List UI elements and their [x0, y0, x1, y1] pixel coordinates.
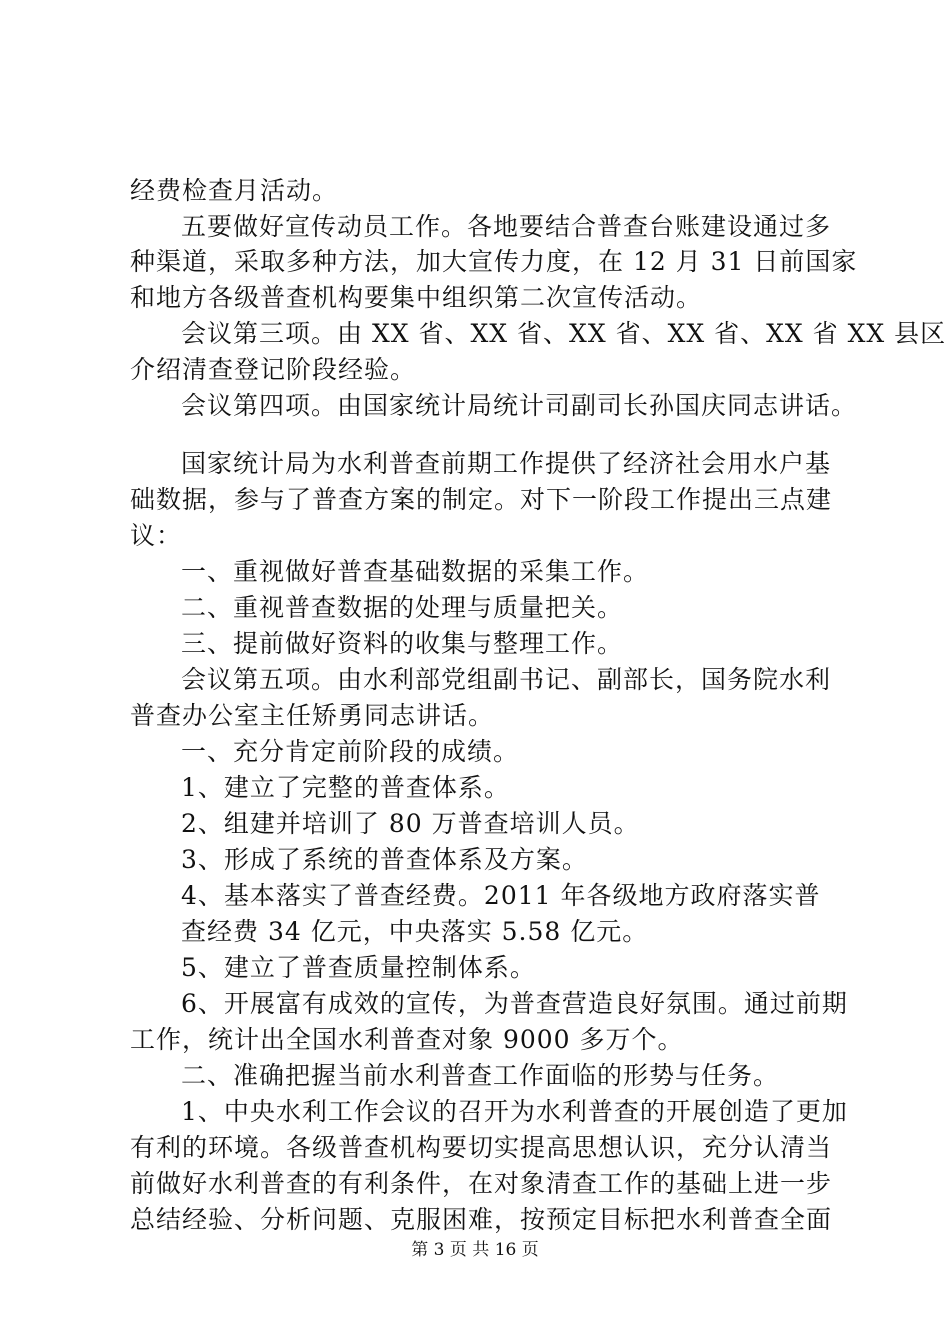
text-line: 工作，统计出全国水利普查对象 9000 多万个。 — [130, 1025, 684, 1054]
text-line: 础数据，参与了普查方案的制定。对下一阶段工作提出三点建 — [130, 485, 833, 514]
text-line: 普查办公室主任矫勇同志讲话。 — [130, 701, 495, 730]
text-line: 2、组建并培训了 80 万普查培训人员。 — [181, 809, 640, 838]
text-line: 会议第三项。由 XX 省、XX 省、XX 省、XX 省、XX 省 XX 县区 — [181, 319, 947, 348]
text-line: 国家统计局为水利普查前期工作提供了经济社会用水户基 — [181, 449, 832, 478]
text-line: 经费检查月活动。 — [130, 176, 339, 205]
text-line: 五要做好宣传动员工作。各地要结合普查台账建设通过多 — [181, 212, 832, 241]
text-line: 议： — [130, 521, 183, 550]
text-line: 查经费 34 亿元，中央落实 5.58 亿元。 — [181, 917, 649, 946]
text-line: 一、重视做好普查基础数据的采集工作。 — [181, 557, 650, 586]
text-line: 3、形成了系统的普查体系及方案。 — [181, 845, 588, 874]
text-line: 1、建立了完整的普查体系。 — [181, 773, 510, 802]
text-line: 二、重视普查数据的处理与质量把关。 — [181, 593, 624, 622]
text-line: 4、基本落实了普查经费。2011 年各级地方政府落实普 — [181, 881, 821, 910]
text-line: 5、建立了普查质量控制体系。 — [181, 953, 536, 982]
text-line: 二、准确把握当前水利普查工作面临的形势与任务。 — [181, 1061, 780, 1090]
text-line: 会议第五项。由水利部党组副书记、副部长，国务院水利 — [181, 665, 832, 694]
text-line: 一、充分肯定前阶段的成绩。 — [181, 737, 520, 766]
text-line: 和地方各级普查机构要集中组织第二次宣传活动。 — [130, 283, 703, 312]
text-line: 三、提前做好资料的收集与整理工作。 — [181, 629, 624, 658]
page-number-footer: 第 3 页 共 16 页 — [411, 1240, 539, 1260]
text-line: 有利的环境。各级普查机构要切实提高思想认识，充分认清当 — [130, 1133, 833, 1162]
text-line: 6、开展富有成效的宣传，为普查营造良好氛围。通过前期 — [181, 989, 848, 1018]
text-line: 会议第四项。由国家统计局统计司副司长孙国庆同志讲话。 — [181, 391, 858, 420]
text-line: 介绍清查登记阶段经验。 — [130, 355, 417, 384]
text-line: 总结经验、分析问题、克服困难，按预定目标把水利普查全面 — [130, 1205, 833, 1234]
text-line: 种渠道，采取多种方法，加大宣传力度，在 12 月 31 日前国家 — [130, 247, 858, 276]
text-line: 前做好水利普查的有利条件，在对象清查工作的基础上进一步 — [130, 1169, 833, 1198]
text-line: 1、中央水利工作会议的召开为水利普查的开展创造了更加 — [181, 1097, 848, 1126]
